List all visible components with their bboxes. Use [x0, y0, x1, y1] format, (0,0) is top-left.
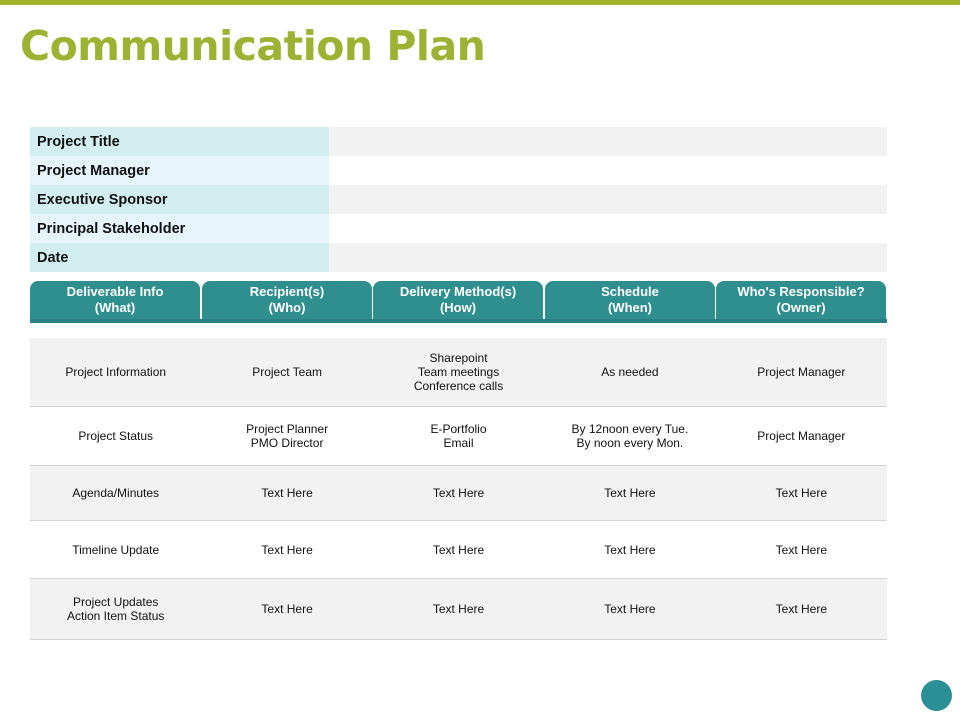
table-cell — [544, 521, 715, 578]
cell-text: Text Here — [775, 542, 827, 557]
cell-text: As needed — [601, 365, 659, 379]
cell-text: Timeline Update — [72, 542, 160, 557]
info-value-field[interactable] — [329, 156, 887, 185]
table-cell — [716, 521, 887, 578]
table-cell — [716, 466, 887, 520]
table-row — [30, 521, 887, 579]
table-cell — [201, 466, 372, 520]
info-label: Date — [30, 243, 329, 272]
column-header-label: (Who) — [268, 300, 306, 315]
info-label: Project Title — [30, 127, 329, 156]
cell-text: PMO Director — [250, 436, 324, 450]
table-row — [30, 407, 887, 466]
cell-text: By 12noon every Tue. — [571, 422, 689, 436]
table-cell — [716, 338, 887, 406]
cell-text: Project Status — [78, 429, 154, 443]
table-cell — [373, 407, 544, 465]
table-row — [30, 466, 887, 521]
communication-table — [30, 338, 887, 640]
cell-text: Project Manager — [757, 429, 846, 443]
cell-text: Text Here — [604, 542, 656, 557]
cell-text: Text Here — [775, 486, 827, 500]
cell-text: Text Here — [261, 542, 313, 557]
column-header-label: Deliverable Info — [66, 284, 164, 299]
header-underline — [30, 319, 887, 323]
cell-text: Text Here — [775, 602, 827, 616]
cell-text: Project Team — [252, 365, 323, 379]
table-cell — [544, 338, 715, 406]
info-value-field[interactable] — [329, 185, 887, 214]
info-row-project-title — [30, 127, 887, 156]
cell-text: Agenda/Minutes — [72, 486, 160, 500]
column-header-label: (When) — [607, 300, 653, 315]
communication-table-header — [30, 281, 887, 320]
cell-text: Text Here — [604, 486, 656, 500]
cell-text: Sharepoint — [429, 351, 488, 365]
info-value-field[interactable] — [329, 127, 887, 156]
table-cell — [373, 466, 544, 520]
column-header-recipients — [202, 281, 372, 319]
info-value-field[interactable] — [329, 214, 887, 243]
table-cell — [201, 579, 372, 639]
table-cell — [716, 579, 887, 639]
cell-text: Text Here — [261, 486, 313, 500]
table-cell — [716, 407, 887, 465]
column-header-label: (Owner) — [776, 300, 826, 315]
table-cell — [201, 338, 372, 406]
cell-text: Text Here — [261, 602, 313, 616]
column-header-delivery-methods — [373, 281, 543, 319]
column-header-label: Delivery Method(s) — [399, 284, 517, 299]
cell-text: Project Updates — [73, 595, 159, 609]
column-header-label: (How) — [439, 300, 477, 315]
column-header-whos-responsible — [716, 281, 886, 319]
info-row-project-manager — [30, 156, 887, 185]
table-cell — [544, 407, 715, 465]
table-cell — [30, 466, 201, 520]
info-row-executive-sponsor — [30, 185, 887, 214]
table-cell — [30, 407, 201, 465]
cell-text: E-Portfolio — [430, 422, 487, 436]
info-label: Principal Stakeholder — [30, 214, 329, 243]
column-header-deliverable-info — [30, 281, 200, 319]
info-label: Project Manager — [30, 156, 329, 185]
table-cell — [30, 579, 201, 639]
cell-text: By noon every Mon. — [576, 436, 684, 450]
cell-text: Project Manager — [757, 365, 846, 379]
cell-text: Text Here — [432, 542, 485, 557]
cell-text: Text Here — [432, 602, 485, 616]
info-row-principal-stakeholder — [30, 214, 887, 243]
slide-corner-dot — [921, 680, 952, 711]
cell-text: Email — [443, 436, 474, 450]
table-cell — [544, 579, 715, 639]
table-row — [30, 579, 887, 640]
cell-text: Action Item Status — [67, 609, 165, 623]
table-cell — [30, 521, 201, 578]
cell-text: Text Here — [604, 602, 656, 616]
table-cell — [373, 579, 544, 639]
table-cell — [201, 521, 372, 578]
cell-text: Text Here — [432, 486, 485, 500]
info-row-date — [30, 243, 887, 272]
table-cell — [30, 338, 201, 406]
table-cell — [201, 407, 372, 465]
table-cell — [373, 338, 544, 406]
column-header-schedule — [545, 281, 715, 319]
cell-text: Conference calls — [413, 379, 504, 393]
table-cell — [544, 466, 715, 520]
table-cell — [373, 521, 544, 578]
cell-text: Team meetings — [417, 365, 500, 379]
header-tabs — [30, 281, 887, 319]
info-label: Executive Sponsor — [30, 185, 329, 214]
column-header-label: (What) — [94, 300, 136, 315]
column-header-label: Schedule — [601, 284, 659, 299]
top-accent-bar — [0, 0, 960, 5]
project-info-table — [30, 127, 887, 272]
info-value-field[interactable] — [329, 243, 887, 272]
table-row — [30, 338, 887, 407]
column-header-label: Recipient(s) — [249, 284, 325, 299]
cell-text: Project Information — [65, 365, 167, 379]
column-header-label: Who's Responsible? — [737, 284, 865, 299]
page-title: Communication Plan — [20, 22, 486, 70]
cell-text: Project Planner — [246, 422, 329, 436]
